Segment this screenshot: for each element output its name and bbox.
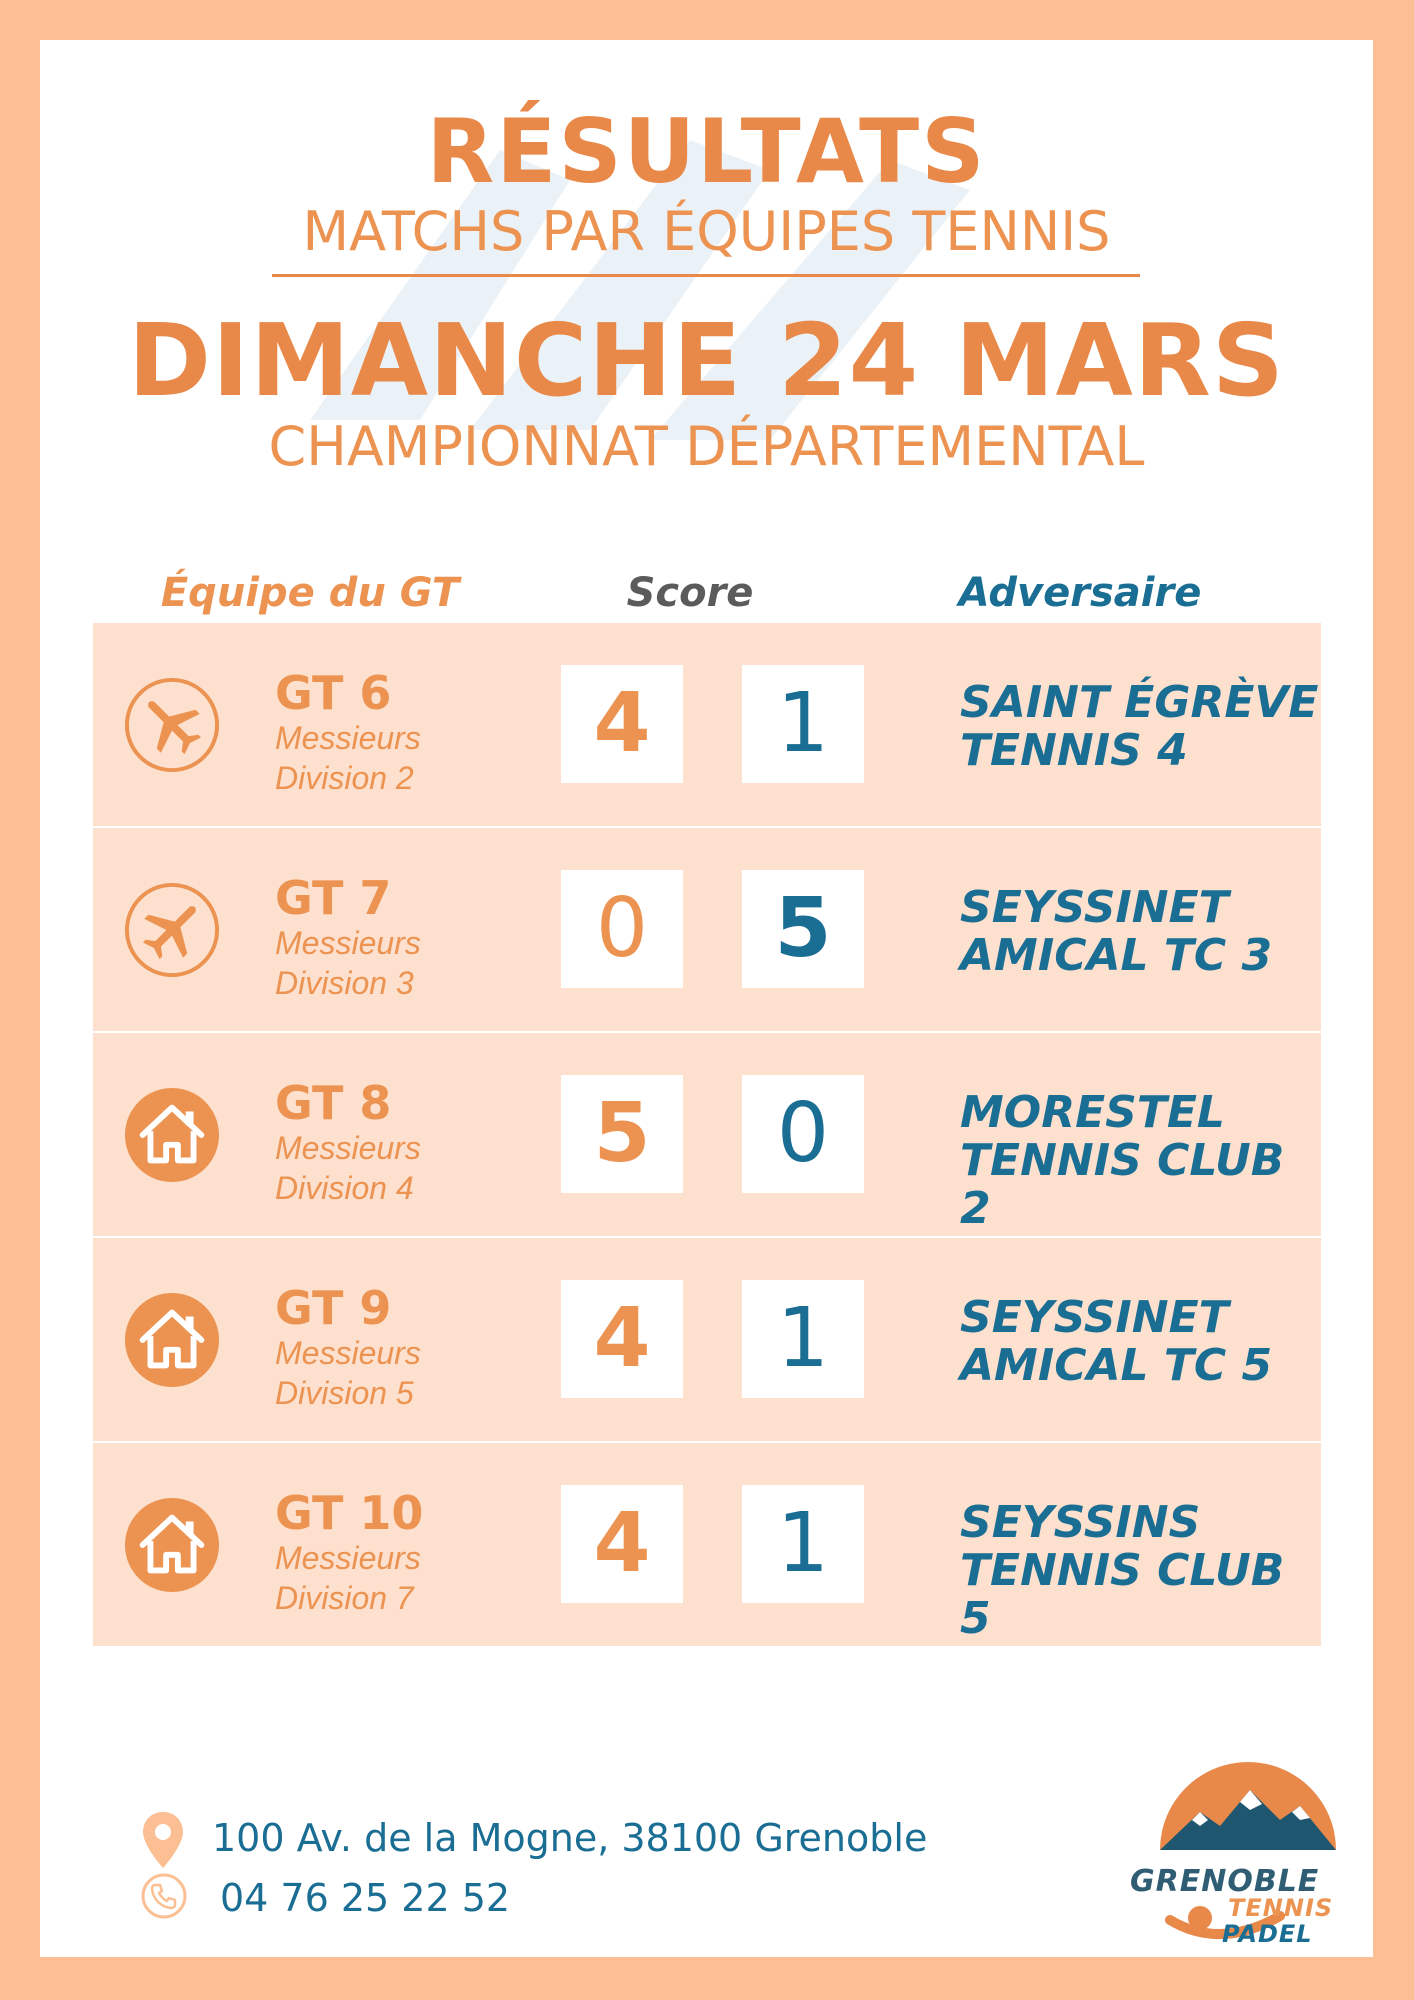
- team-category: Messieurs: [275, 925, 421, 961]
- opponent-name: [960, 1089, 1320, 1233]
- team-category: Messieurs: [275, 1540, 421, 1576]
- opponent-line-2: TENNIS CLUB 5: [960, 1545, 1285, 1644]
- opponent-line-1: SEYSSINET: [960, 1292, 1229, 1343]
- team-info: [275, 668, 421, 798]
- column-header-score: Score: [626, 570, 754, 616]
- opponent-line-2: TENNIS 4: [960, 725, 1188, 776]
- score-gt: 5: [561, 1075, 683, 1193]
- page-title: RÉSULTATS: [426, 100, 987, 203]
- score-opponent: 1: [742, 1485, 864, 1603]
- logo-line-1: GRENOBLE: [1130, 1864, 1320, 1899]
- logo-line-2: TENNIS: [1228, 1894, 1334, 1922]
- team-division: Division 3: [275, 965, 414, 1001]
- score-gt: 4: [561, 1485, 683, 1603]
- team-name: GT 9: [275, 1281, 392, 1335]
- team-name: GT 7: [275, 871, 392, 925]
- opponent-name: [960, 679, 1320, 775]
- score-opponent: 5: [742, 870, 864, 988]
- table-row: [93, 623, 1321, 826]
- score-gt: 4: [561, 1280, 683, 1398]
- opponent-line-2: AMICAL TC 5: [960, 1340, 1273, 1391]
- address-text: 100 Av. de la Mogne, 38100 Grenoble: [212, 1816, 928, 1860]
- opponent-line-2: TENNIS CLUB 2: [960, 1135, 1285, 1234]
- team-info: [275, 1283, 421, 1413]
- title-divider: [272, 274, 1140, 277]
- score-opponent: 1: [742, 665, 864, 783]
- opponent-name: [960, 1499, 1320, 1643]
- team-division: Division 2: [275, 760, 414, 796]
- score-opponent: 1: [742, 1280, 864, 1398]
- poster-sheet: [40, 40, 1373, 1957]
- score-gt: 4: [561, 665, 683, 783]
- club-logo: [1130, 1740, 1360, 1950]
- opponent-line-1: SEYSSINET: [960, 882, 1229, 933]
- table-row: [93, 1033, 1321, 1236]
- home-icon: [123, 1496, 221, 1594]
- column-header-opponent: Adversaire: [958, 570, 1202, 616]
- score-gt: 0: [561, 870, 683, 988]
- team-division: Division 5: [275, 1375, 414, 1411]
- opponent-name: [960, 884, 1320, 980]
- team-category: Messieurs: [275, 1335, 421, 1371]
- team-info: [275, 1488, 423, 1618]
- team-name: GT 10: [275, 1486, 424, 1540]
- table-row: [93, 1238, 1321, 1441]
- table-row: [93, 828, 1321, 1031]
- phone-text: 04 76 25 22 52: [220, 1876, 511, 1920]
- airplane-icon: [123, 676, 221, 774]
- opponent-line-2: AMICAL TC 3: [960, 930, 1273, 981]
- opponent-line-1: SAINT ÉGRÈVE: [960, 677, 1319, 728]
- team-category: Messieurs: [275, 1130, 421, 1166]
- footer-address: [140, 1810, 928, 1879]
- team-name: GT 6: [275, 666, 392, 720]
- results-table: [93, 623, 1321, 1648]
- airplane-icon: [123, 881, 221, 979]
- phone-icon: [140, 1872, 188, 1920]
- team-division: Division 7: [275, 1580, 414, 1616]
- column-header-team: Équipe du GT: [160, 570, 460, 616]
- opponent-line-1: MORESTEL: [960, 1087, 1225, 1138]
- team-info: [275, 1078, 421, 1208]
- table-row: [93, 1443, 1321, 1646]
- event-date: DIMANCHE 24 MARS: [128, 302, 1285, 419]
- opponent-name: [960, 1294, 1320, 1390]
- team-name: GT 8: [275, 1076, 392, 1130]
- score-opponent: 0: [742, 1075, 864, 1193]
- team-division: Division 4: [275, 1170, 414, 1206]
- footer-phone: [140, 1872, 511, 1929]
- location-pin-icon: [140, 1810, 186, 1870]
- home-icon: [123, 1291, 221, 1389]
- team-info: [275, 873, 421, 1003]
- team-category: Messieurs: [275, 720, 421, 756]
- opponent-line-1: SEYSSINS: [960, 1497, 1201, 1548]
- logo-line-3: PADEL: [1222, 1920, 1313, 1948]
- home-icon: [123, 1086, 221, 1184]
- competition-name: CHAMPIONNAT DÉPARTEMENTAL: [268, 415, 1145, 478]
- page-subtitle: MATCHS PAR ÉQUIPES TENNIS: [302, 200, 1111, 263]
